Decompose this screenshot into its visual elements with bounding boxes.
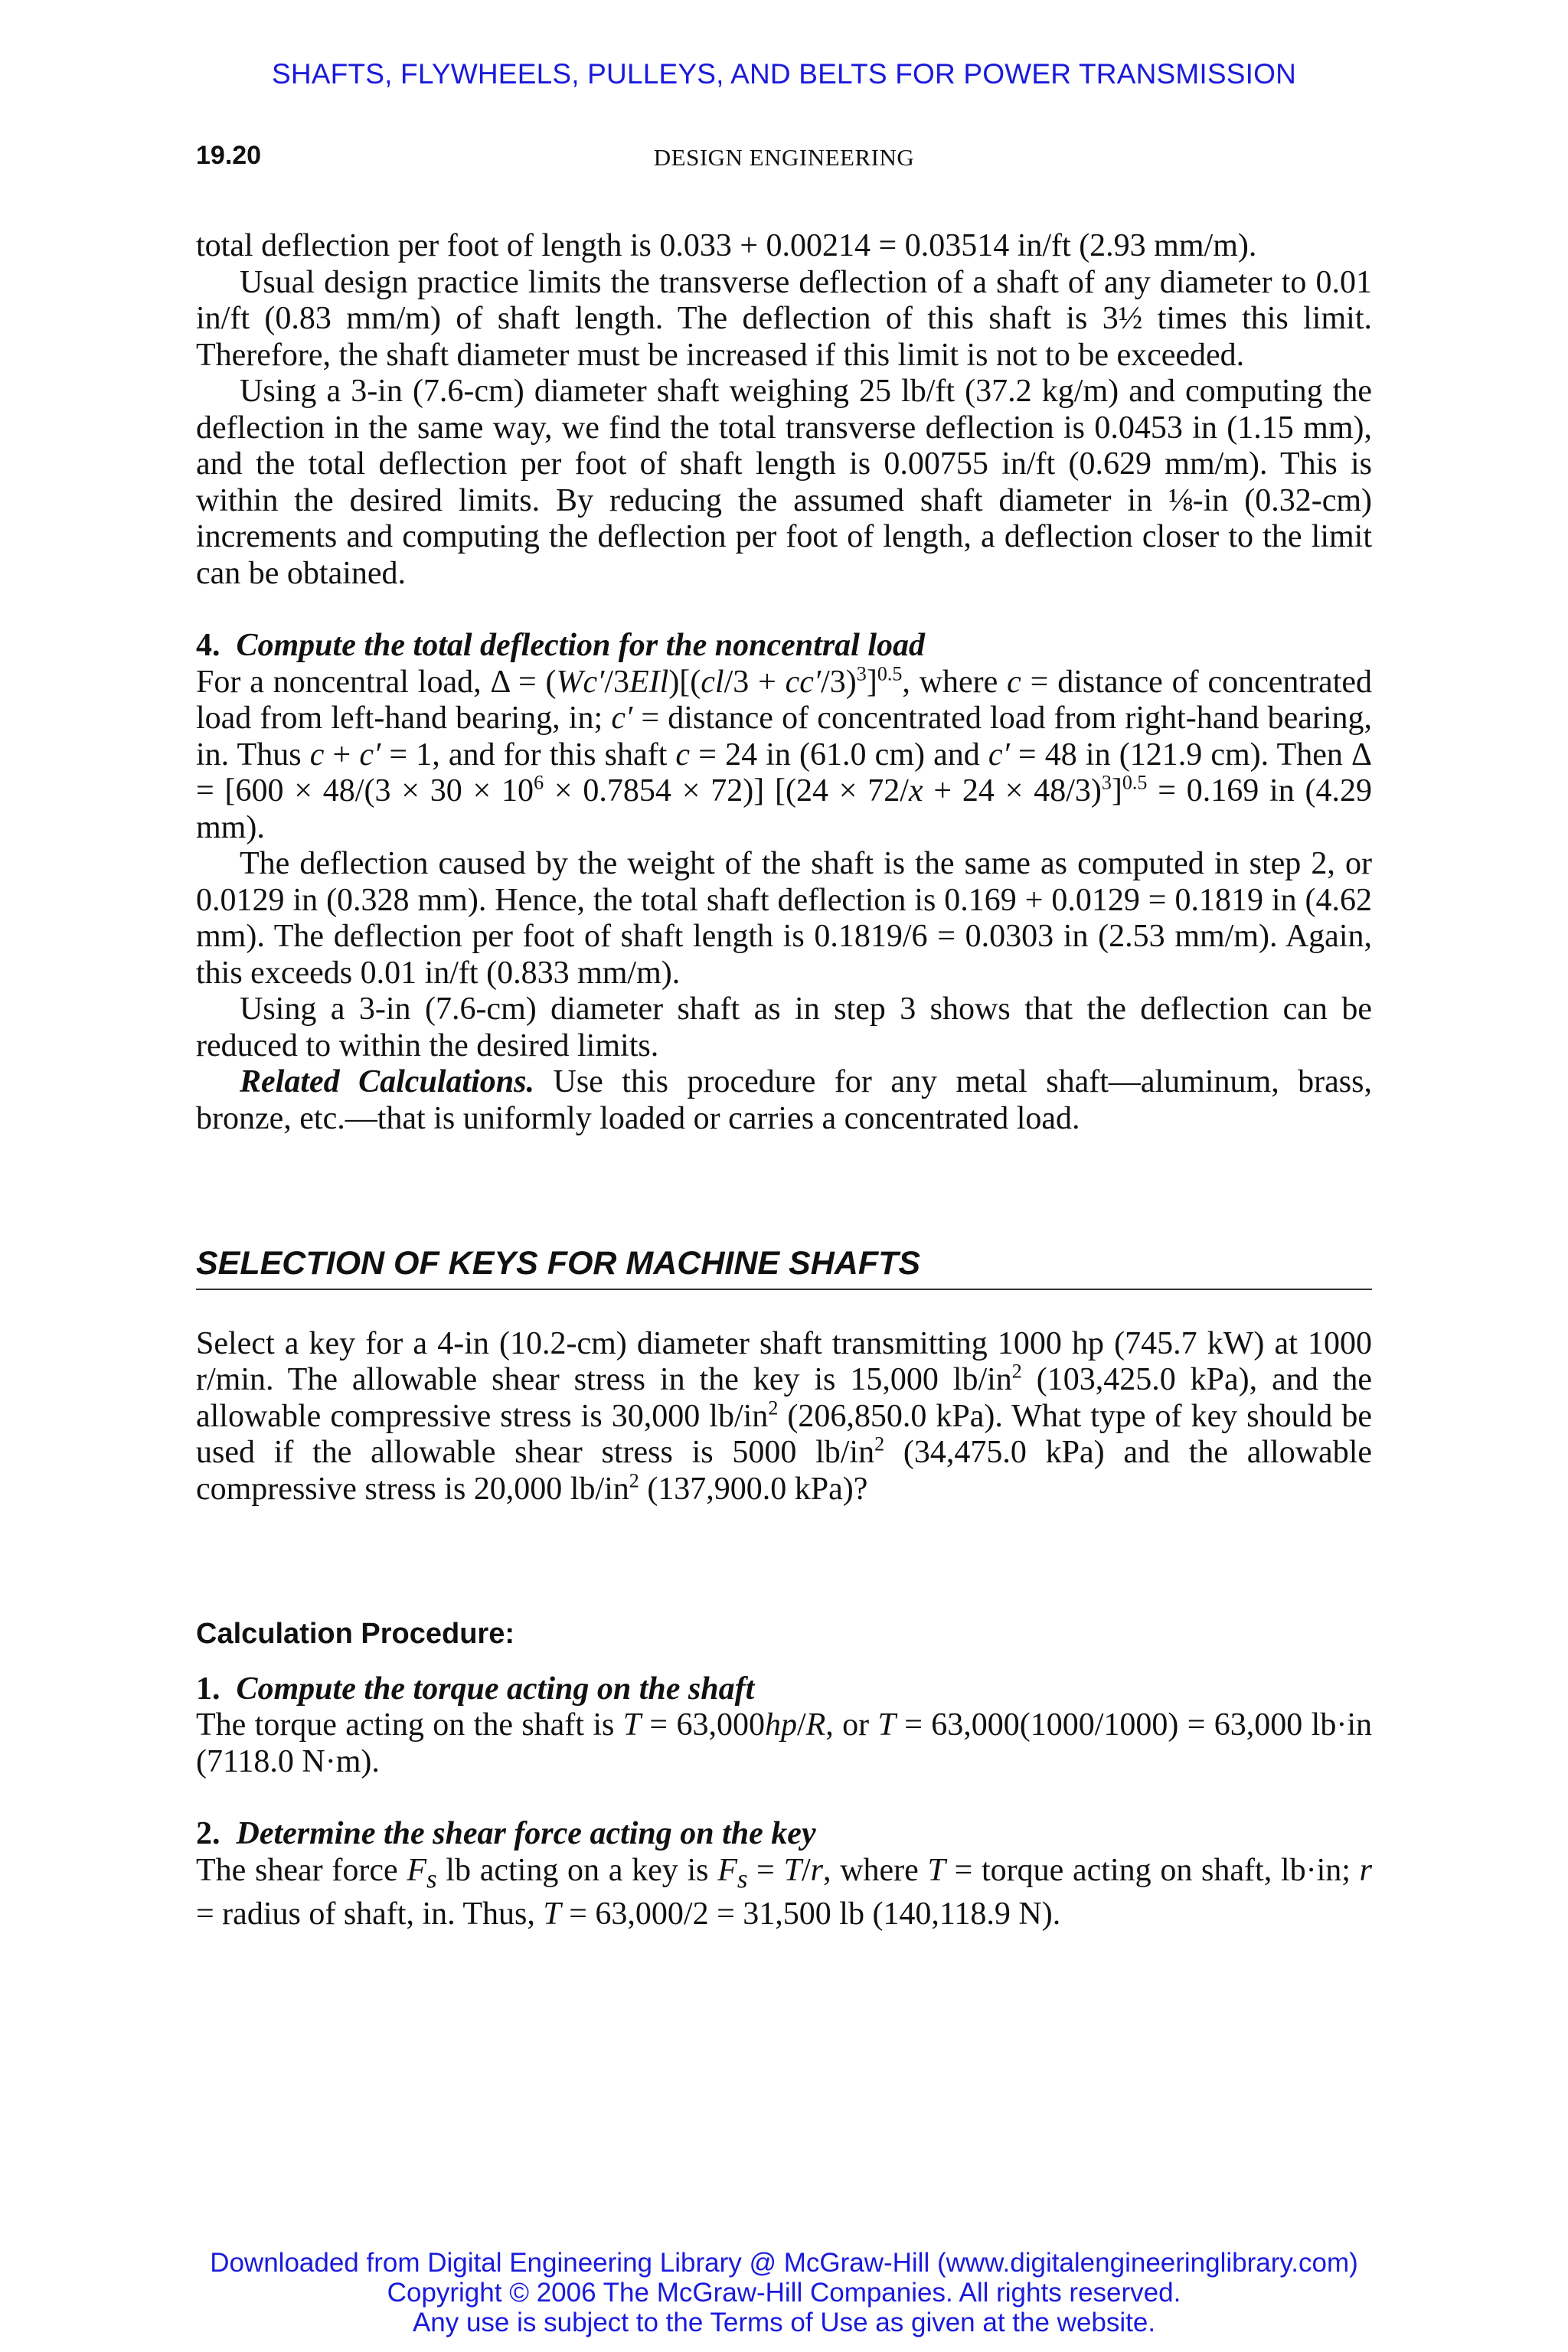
step-title: Compute the torque acting on the shaft bbox=[236, 1671, 755, 1707]
paragraph: Using a 3-in (7.6-cm) diameter shaft weighing 25 lb/ft (37.2 kg/m) and computing the deflection in the same way, we find the total transverse deflection is 0.0453 in (1.15 mm), and the total deflection per foot of shaft length is 0.00755 in/ft (0.629 mm/m). This is within the desired limits. By reducing the assumed shaft diameter in ⅛-in (0.32-cm) increments and computing the deflection per foot of length, a deflection closer to the limit can be obtained. bbox=[196, 374, 1372, 591]
paragraph: The deflection caused by the weight of the shaft is the same as computed in step 2, or 0.0129 in (0.328 mm). Hence, the total shaft deflection is 0.169 + 0.0129 = 0.1819 in (4.62 mm). The deflection per foot of shaft length is 0.1819/6 = 0.0303 in (2.53 mm/m). Again, this exceeds 0.01 in/ft (0.833 mm/m). bbox=[196, 846, 1372, 991]
related-label: Related Calculations. bbox=[240, 1064, 535, 1099]
footer-line: Copyright © 2006 The McGraw-Hill Companies. All rights reserved. bbox=[387, 2278, 1181, 2308]
page-number: 19.20 bbox=[196, 141, 262, 170]
problem-statement: Select a key for a 4-in (10.2-cm) diameter shaft transmitting 1000 hp (745.7 kW) at 1000 r/min. The allowable shear stress in the key is 15,000 $lb/in^2$ (103,425.0 kPa), and the allowable compressive stress is 30,000 $lb/in^2$ (206,850.0 kPa). What type of key should be used if the allowable shear stress is 5000 $lb/in^2$ (34,475.0 kPa) and the allowable compressive stress is 20,000 $lb/in^2$ (137,900.0 kPa)? bbox=[196, 1325, 1373, 1507]
paragraph: The torque acting on the shaft is T = 63,000hp/R, or T = 63,000(1000/1000) = 63,000 lb·in (7118.0 N·m). bbox=[196, 1707, 1372, 1779]
step-title: Compute the total deflection for the noncentral load bbox=[236, 628, 926, 663]
step-heading bbox=[196, 628, 1372, 665]
footer-line: Any use is subject to the Terms of Use as given at the website. bbox=[412, 2308, 1156, 2337]
step-number: 1. bbox=[196, 1671, 220, 1707]
page-body bbox=[196, 228, 1372, 1933]
related-text: Use this procedure for any metal shaft—aluminum, brass, bronze, etc.—that is uniformly loaded or carries a concentrated load. bbox=[196, 1064, 1372, 1136]
procedure-heading: Calculation Procedure: bbox=[196, 1618, 514, 1650]
chapter-banner: SHAFTS, FLYWHEELS, PULLEYS, AND BELTS FOR POWER TRANSMISSION bbox=[271, 58, 1297, 90]
related-calculations bbox=[196, 1064, 1372, 1137]
paragraph: The shear force $F_s$ lb acting on a key is $F_s = T/r$, where T = torque acting on shaft, lb·in; r = radius of shaft, in. Thus, T = 63,000/2 = 31,500 lb (140,118.9 N). bbox=[196, 1852, 1372, 1932]
running-head-section: DESIGN ENGINEERING bbox=[653, 144, 915, 171]
download-footer bbox=[0, 2248, 1568, 2337]
step-heading bbox=[196, 1816, 1372, 1853]
paragraph: total deflection per foot of length is 0.033 + 0.00214 = 0.03514 in/ft (2.93 mm/m). bbox=[196, 228, 1257, 263]
paragraph: Using a 3-in (7.6-cm) diameter shaft as in step 3 shows that the deflection can be reduced to within the desired limits. bbox=[196, 991, 1372, 1063]
running-head bbox=[196, 141, 1372, 179]
paragraph: Usual design practice limits the transverse deflection of a shaft of any diameter to 0.01 in/ft (0.83 mm/m) of shaft length. The deflection of this shaft is 3½ times this limit. Therefore, the shaft diameter must be increased if this limit is not to be exceeded. bbox=[196, 264, 1372, 373]
footer-line: Downloaded from Digital Engineering Library @ McGraw-Hill (www.digitalengineeringlibrary.com) bbox=[210, 2248, 1358, 2278]
step-title: Determine the shear force acting on the key bbox=[236, 1816, 816, 1851]
formula-paragraph: For a noncentral load, $\Delta = (Wc'/3EIl)[(cl/3 + cc'/3)^3]^{0.5}$, where c = distance of concentrated load from left-hand bearing, in; c′ = distance of concentrated load from right-hand bearing, in. Thus c + c′ = 1, and for this shaft c = 24 in (61.0 cm) and c′ = 48 in (121.9 cm). Then $\Delta = [600 \times 48/(3 \times 30 \times 10^6 \times 0.7854 \times 72)]$ $[(24 \times 72/x + 24 \times 48/3)^3]^{0.5} = 0.169$ in (4.29 mm). bbox=[196, 662, 1373, 845]
step-number: 2. bbox=[196, 1816, 220, 1851]
step-heading bbox=[196, 1671, 1372, 1708]
section-title: SELECTION OF KEYS FOR MACHINE SHAFTS bbox=[196, 1246, 1372, 1290]
step-number: 4. bbox=[196, 628, 220, 663]
